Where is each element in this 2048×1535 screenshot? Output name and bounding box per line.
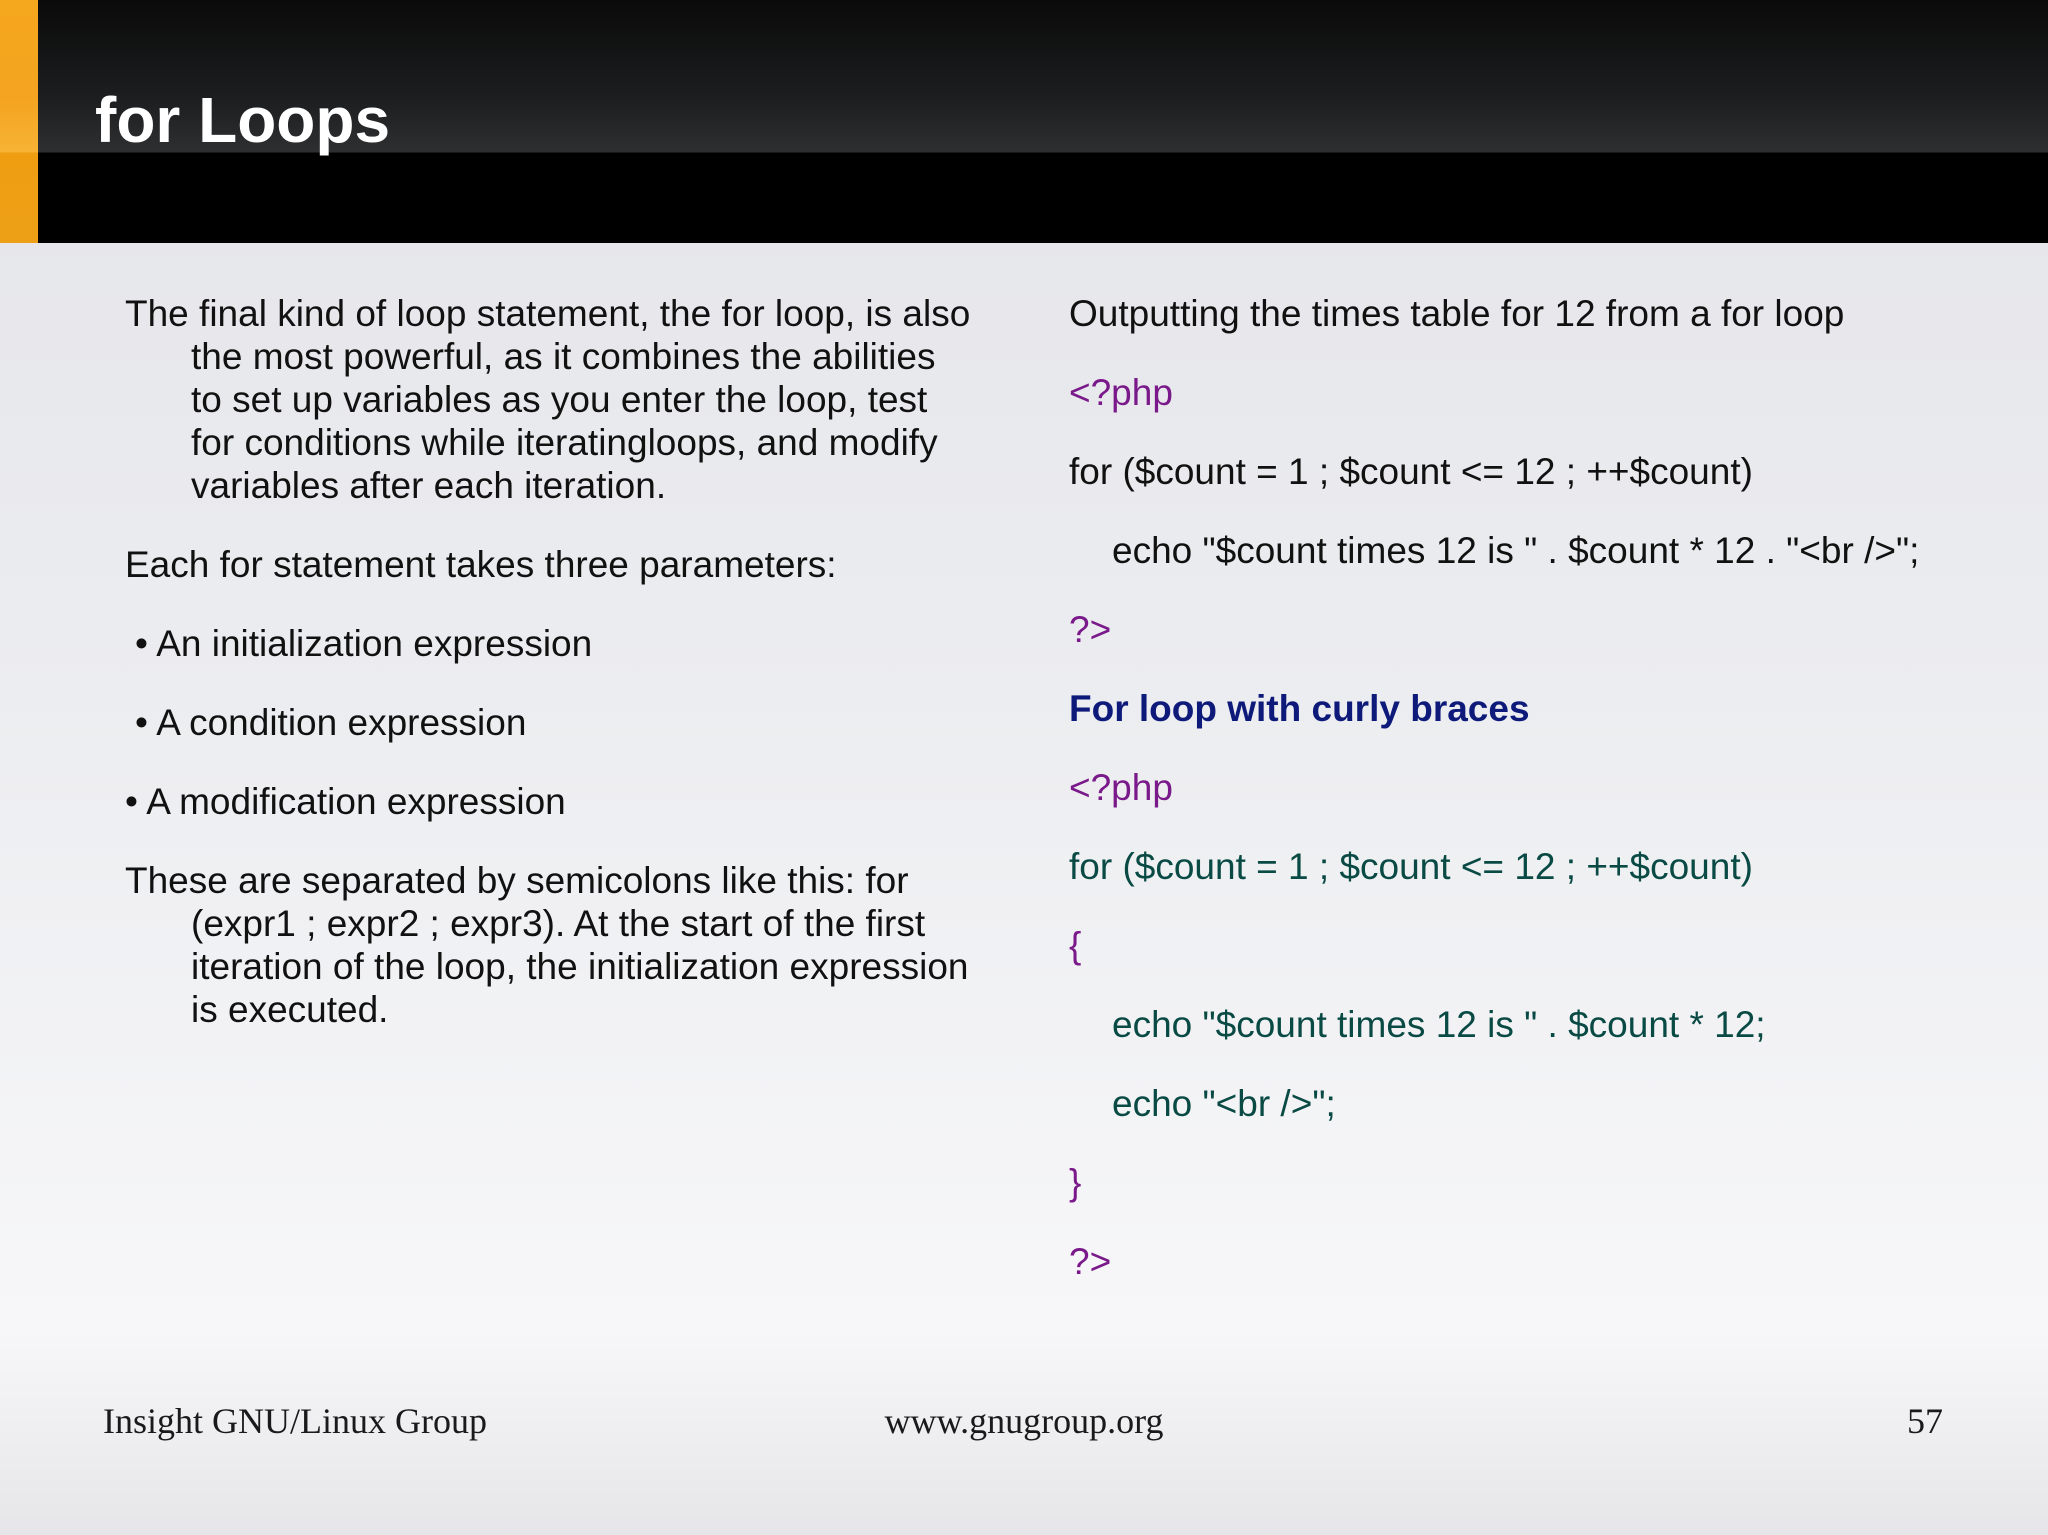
intro-paragraph: The final kind of loop statement, the for loop, is also the most powerful, as it combines the abilities to set up variables as you enter the loop, test for conditions while iteratingloops, and modify variables after each iteration.: [125, 293, 971, 506]
left-column: [125, 292, 975, 1067]
code2-close-brace: }: [1069, 1162, 1082, 1203]
code1-echo-line: echo "$count times 12 is " . $count * 12 . "<br />";: [1112, 530, 1920, 571]
code1-php-open: <?php: [1069, 372, 1173, 413]
code1-for-line: for ($count = 1 ; $count <= 12 ; ++$count): [1069, 451, 1753, 492]
code2-echo-line: echo "$count times 12 is " . $count * 12;: [1112, 1004, 1766, 1045]
code2-php-close: ?>: [1069, 1241, 1112, 1282]
page-number: 57: [1907, 1401, 1943, 1441]
code2-php-open: <?php: [1069, 767, 1173, 808]
example-heading: Outputting the times table for 12 from a for loop: [1069, 293, 1845, 334]
bullet-initialization: • An initialization expression: [135, 623, 593, 664]
code2-open-brace: {: [1069, 925, 1082, 966]
bullet-condition: • A condition expression: [135, 702, 527, 743]
code2-for-line: for ($count = 1 ; $count <= 12 ; ++$count): [1069, 846, 1753, 887]
code2-echo-br-line: echo "<br />";: [1112, 1083, 1336, 1124]
code1-php-close: ?>: [1069, 609, 1112, 650]
curly-braces-heading: For loop with curly braces: [1069, 688, 1530, 729]
footer-website: www.gnugroup.org: [884, 1401, 1164, 1441]
footer-organization: Insight GNU/Linux Group: [103, 1401, 487, 1441]
parameters-heading: Each for statement takes three parameters:: [125, 544, 837, 585]
bullet-modification: • A modification expression: [125, 781, 566, 822]
right-column: [1069, 292, 2009, 1319]
accent-stripe: [0, 0, 38, 243]
slide-title: for Loops: [95, 84, 391, 156]
semicolons-paragraph: These are separated by semicolons like this: for (expr1 ; expr2 ; expr3). At the start of the first iteration of the loop, the initialization expression is executed.: [125, 860, 969, 1030]
